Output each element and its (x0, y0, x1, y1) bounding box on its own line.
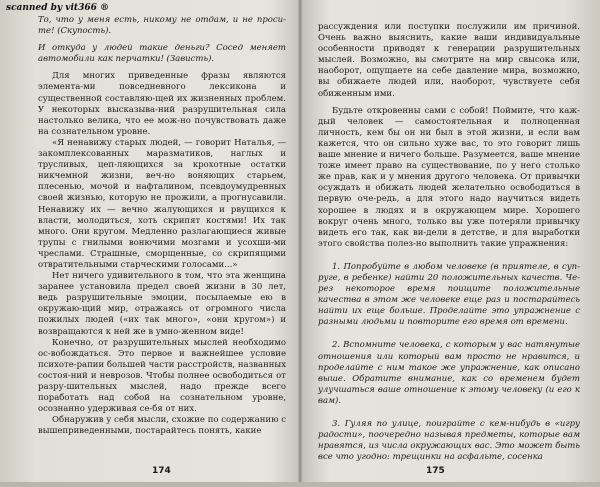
paragraph: И откуда у людей такие деньги? Сосед меняет автомобили как перчатки! (Зависть). (38, 43, 286, 65)
paragraph: То, что у меня есть, никому не отдам, и не проси-те! (Скупость). (38, 15, 286, 37)
paragraph: рассуждения или поступки послужили им причиной. Очень важно выяснить, какие ваши индивидуальные особенности приводят к генерации разрушительных мыслей. Возможно, вы смотрите на мир свысока или, наоборот, ощущаете на себе давление мира, возможно, вы обижаете людей или, наоборот, чувствуете себя обиженным ими. (318, 22, 580, 99)
right-page (300, 0, 600, 487)
right-page-text (318, 22, 580, 463)
paragraph: Будьте откровенны сами с собой! Поймите, что каж-дый человек — самостоятельная и полноценная личность, кем бы он ни был в этой жизни, и если вам кажется, что он сильно хуже вас, то это говорит лишь ваше мнение и ничего больше. Разумеется, ваше мнение тоже имеет право на существование, по у него столько же прав, как и у мнения другого человека. От привычки осуждать и обижать людей желательно освободиться в первую оче-редь, а для этого надо научиться видеть хорошее в людях и в окружающем мире. Хорошего вокруг очень много, только вы уже потеряли привычку видеть его так, как ви-дели в детстве, и для выработки этого свойства полез-но выполнить такие упражнения: (318, 105, 580, 249)
exercise-spacer (318, 250, 580, 262)
paragraph: Для многих приведенные фразы являются элемента-ми повседневного лексикона и существенной составляю-щей их жизненных проблем. У некоторых высказыва-ний разрушительная сила настолько велика, что ее мож-но почувствовать даже на сознательном уровне. (38, 71, 286, 137)
left-page-number: 174 (152, 466, 171, 476)
paragraph: Обнаружив у себя мысли, схожие по содержанию с вышеприведенными, постарайтесь понять, какие (38, 415, 286, 437)
exercise-item: 3. Гуляя по улице, поиграйте с кем-нибудь в «игру радости», поочередно называя предметы, которые вам нравятся, из числа окружающих вас. Это может быть все что угодно: трещинки на асфальте, сосенка (318, 419, 580, 463)
right-page-number: 175 (426, 466, 445, 476)
exercise-item: 2. Вспомните человека, с которым у вас натянутые отношения или который вам просто не нравится, и проделайте с ним такое же упражнение, как описано выше. Обратите внимание, как со временем будет улучшаться ваше отношение к этому человеку (и его к вам). (318, 340, 580, 406)
paragraph: Конечно, от разрушительных мыслей необходимо ос-вобождаться. Это первое и важнейшее условие психоте-рапии большей части расстройств, названных состоя-ний и неврозов. Чтобы полнее освободиться от разру-шительных мыслей, надо прежде всего поработать над собой на сознательном уровне, осознанно удерживая се-бя от них. (38, 337, 286, 415)
exercise-spacer (318, 328, 580, 340)
left-page-text (38, 15, 286, 437)
exercise-item: 1. Попробуйте в любом человеке (в приятеле, в суп-руге, в ребенке) найти 20 положительных качеств. Че-рез некоторое время поищите положительные качества в этом же человеке еще раз и постарайтесь найти их еще больше. Проделайте это упражнение с разными людьми и повторите его время от времени. (318, 261, 580, 328)
exercise-spacer (318, 407, 580, 419)
page-bottom-edge (0, 482, 600, 487)
paragraph: Нет ничего удивительного в том, что эта женщина заранее установила предел своей жизни в 30 лет, ведь разрушительные эмоции, посылаемые ею в окружаю-щий мир, отражаясь от огромного числа пожилых людей («их так много», «они кругом») и возвращаются к ней же в умно-женном виде! (38, 271, 286, 337)
paragraph: «Я ненавижу старых людей, — говорит Наталья, — закомплексованных маразматиков, наглых и трусливых, цеп-ляющихся за крохотные остатки никчемной жизни, веч-но воняющих старьем, плесенью, мочой и нафталином, псевдоумудренных своей жизнью, которую не прожили, а прогнусавили. Ненавижу их — вечно жалующихся и рвущихся к власти, молодиться, хоть скрипят костями! Их так много. Они кругом. Медленно разлагающиеся живые трупы с гнилыми вонючими мозгами и усохши-ми чреслами. Страшные, сморщенные, со скрипящими отвратительными старческими голосами...» (38, 137, 286, 270)
scan-watermark: scanned by vit366 ® (6, 3, 109, 13)
